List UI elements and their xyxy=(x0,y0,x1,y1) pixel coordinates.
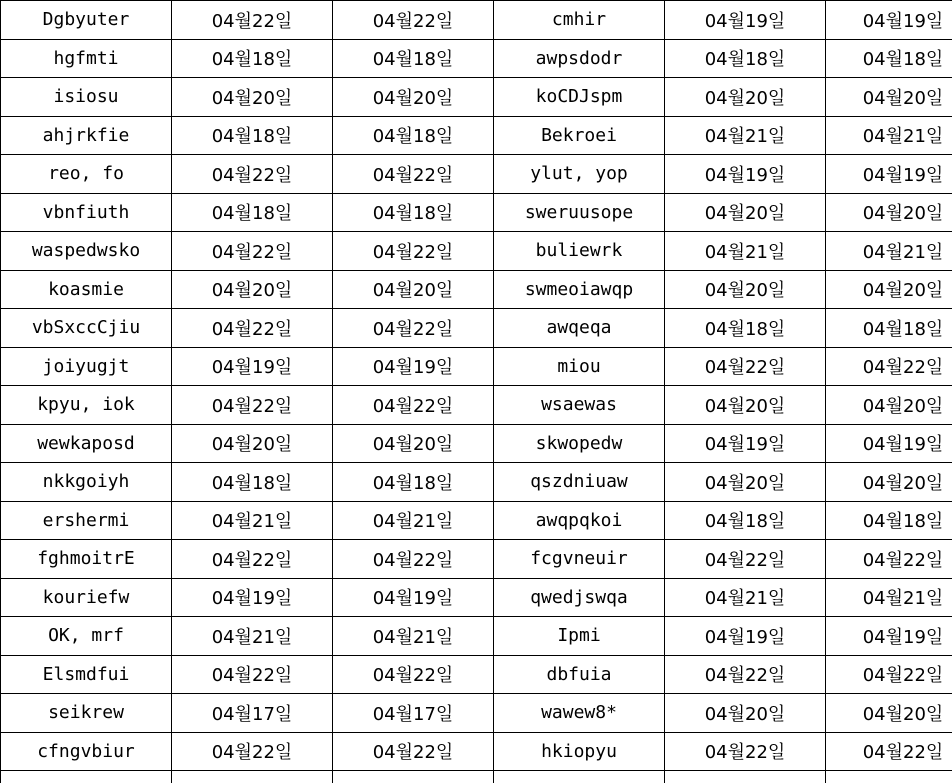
table-cell[interactable]: fghmoitrE xyxy=(1,540,172,579)
table-cell[interactable]: awqeqa xyxy=(494,309,665,348)
table-cell[interactable]: isiosu xyxy=(1,78,172,117)
table-cell[interactable]: 04월20일 xyxy=(826,463,952,502)
table-cell[interactable]: Elsmdfui xyxy=(1,655,172,694)
table-cell[interactable]: miou xyxy=(494,347,665,386)
table-row[interactable] xyxy=(1,655,952,694)
table-cell[interactable] xyxy=(172,771,333,783)
table-cell[interactable]: 04월22일 xyxy=(333,232,494,271)
table-cell[interactable]: 04월22일 xyxy=(333,1,494,40)
table-cell[interactable] xyxy=(494,771,665,783)
table-cell[interactable]: 04월22일 xyxy=(333,386,494,425)
table-cell[interactable]: 04월21일 xyxy=(665,578,826,617)
table-row[interactable] xyxy=(1,386,952,425)
table-cell[interactable]: 04월19일 xyxy=(826,424,952,463)
table-row[interactable] xyxy=(1,694,952,733)
table-cell[interactable]: wsaewas xyxy=(494,386,665,425)
table-cell[interactable]: 04월22일 xyxy=(172,540,333,579)
table-row[interactable] xyxy=(1,39,952,78)
table-cell[interactable]: 04월18일 xyxy=(665,309,826,348)
table-cell[interactable]: nkkgoiyh xyxy=(1,463,172,502)
table-cell[interactable]: 04월19일 xyxy=(665,1,826,40)
table-cell[interactable]: 04월20일 xyxy=(172,270,333,309)
table-cell[interactable]: hkiopyu xyxy=(494,732,665,771)
table-cell[interactable]: 04월19일 xyxy=(333,347,494,386)
table-cell[interactable]: 04월18일 xyxy=(333,193,494,232)
table-cell[interactable]: fcgvneuir xyxy=(494,540,665,579)
table-cell[interactable]: 04월20일 xyxy=(665,193,826,232)
table-cell[interactable] xyxy=(333,771,494,783)
table-cell[interactable]: 04월21일 xyxy=(665,232,826,271)
table-cell[interactable] xyxy=(1,771,172,783)
table-cell[interactable]: koasmie xyxy=(1,270,172,309)
table-cell[interactable]: 04월22일 xyxy=(826,732,952,771)
table-cell[interactable]: 04월22일 xyxy=(172,232,333,271)
table-cell[interactable]: 04월19일 xyxy=(665,424,826,463)
table-cell[interactable]: cmhir xyxy=(494,1,665,40)
table-cell[interactable]: 04월18일 xyxy=(172,193,333,232)
table-cell[interactable]: 04월22일 xyxy=(333,309,494,348)
table-cell[interactable]: 04월22일 xyxy=(172,1,333,40)
table-cell[interactable]: seikrew xyxy=(1,694,172,733)
table-cell[interactable]: 04월19일 xyxy=(826,1,952,40)
table-cell[interactable]: 04월20일 xyxy=(826,694,952,733)
table-cell[interactable]: 04월20일 xyxy=(665,78,826,117)
table-row[interactable] xyxy=(1,463,952,502)
table-cell[interactable]: OK, mrf xyxy=(1,617,172,656)
table-cell[interactable]: 04월17일 xyxy=(172,694,333,733)
table-row[interactable] xyxy=(1,270,952,309)
table-cell[interactable]: 04월18일 xyxy=(172,116,333,155)
table-cell[interactable]: 04월22일 xyxy=(333,732,494,771)
table-cell[interactable]: waspedwsko xyxy=(1,232,172,271)
table-cell[interactable]: buliewrk xyxy=(494,232,665,271)
table-cell[interactable]: 04월22일 xyxy=(172,386,333,425)
table-cell[interactable]: 04월22일 xyxy=(665,732,826,771)
table-cell[interactable]: 04월22일 xyxy=(826,540,952,579)
table-row-partial[interactable] xyxy=(1,771,952,783)
table-cell[interactable]: 04월18일 xyxy=(333,116,494,155)
table-cell[interactable]: skwopedw xyxy=(494,424,665,463)
table-cell[interactable]: 04월17일 xyxy=(333,694,494,733)
table-cell[interactable]: 04월19일 xyxy=(665,617,826,656)
table-cell[interactable]: 04월22일 xyxy=(172,155,333,194)
table-cell[interactable]: 04월22일 xyxy=(665,347,826,386)
table-cell[interactable] xyxy=(665,771,826,783)
table-cell[interactable]: 04월20일 xyxy=(333,424,494,463)
table-cell[interactable]: 04월18일 xyxy=(172,39,333,78)
table-cell[interactable]: 04월20일 xyxy=(826,193,952,232)
table-cell[interactable]: 04월20일 xyxy=(826,78,952,117)
table-cell[interactable]: 04월18일 xyxy=(333,39,494,78)
table-cell[interactable]: Ipmi xyxy=(494,617,665,656)
table-cell[interactable]: 04월22일 xyxy=(826,655,952,694)
table-row[interactable] xyxy=(1,232,952,271)
table-cell[interactable]: 04월20일 xyxy=(826,270,952,309)
table-cell[interactable]: 04월20일 xyxy=(665,270,826,309)
table-row[interactable] xyxy=(1,578,952,617)
table-cell[interactable]: 04월21일 xyxy=(333,617,494,656)
table-row[interactable] xyxy=(1,78,952,117)
table-cell[interactable]: 04월22일 xyxy=(172,655,333,694)
table-cell[interactable]: 04월22일 xyxy=(333,155,494,194)
table-cell[interactable]: dbfuia xyxy=(494,655,665,694)
table-row[interactable] xyxy=(1,309,952,348)
table-cell[interactable]: wewkaposd xyxy=(1,424,172,463)
table-row[interactable] xyxy=(1,193,952,232)
table-cell[interactable]: awpsdodr xyxy=(494,39,665,78)
table-body xyxy=(1,1,952,783)
table-cell[interactable]: ershermi xyxy=(1,501,172,540)
table-cell[interactable]: kpyu, iok xyxy=(1,386,172,425)
table-row[interactable] xyxy=(1,501,952,540)
table-row[interactable] xyxy=(1,424,952,463)
table-cell[interactable]: 04월21일 xyxy=(826,232,952,271)
table-cell[interactable]: 04월19일 xyxy=(333,578,494,617)
table-cell[interactable]: 04월21일 xyxy=(826,116,952,155)
table-cell[interactable]: swmeoiawqp xyxy=(494,270,665,309)
table-row[interactable] xyxy=(1,116,952,155)
table-cell[interactable]: 04월18일 xyxy=(665,501,826,540)
table-cell[interactable]: 04월21일 xyxy=(172,501,333,540)
table-row[interactable] xyxy=(1,540,952,579)
table-cell[interactable]: 04월18일 xyxy=(333,463,494,502)
table-cell[interactable]: 04월19일 xyxy=(172,578,333,617)
table-row[interactable] xyxy=(1,347,952,386)
table-cell[interactable]: koCDJspm xyxy=(494,78,665,117)
table-cell[interactable]: 04월20일 xyxy=(826,386,952,425)
table-cell[interactable]: wawew8* xyxy=(494,694,665,733)
table-row[interactable] xyxy=(1,1,952,40)
table-cell[interactable]: 04월20일 xyxy=(665,463,826,502)
table-cell[interactable]: 04월22일 xyxy=(172,309,333,348)
table-cell[interactable]: 04월18일 xyxy=(665,39,826,78)
table-cell[interactable]: 04월19일 xyxy=(665,155,826,194)
table-cell[interactable]: 04월19일 xyxy=(826,617,952,656)
table-cell[interactable]: joiyugjt xyxy=(1,347,172,386)
table-cell[interactable]: reo, fo xyxy=(1,155,172,194)
table-cell[interactable]: vbSxccCjiu xyxy=(1,309,172,348)
table-cell[interactable]: Bekroei xyxy=(494,116,665,155)
table-cell[interactable]: 04월22일 xyxy=(172,732,333,771)
table-cell[interactable]: 04월19일 xyxy=(172,347,333,386)
table-row[interactable] xyxy=(1,732,952,771)
table-cell[interactable]: sweruusope xyxy=(494,193,665,232)
table-cell[interactable]: 04월20일 xyxy=(172,78,333,117)
table-cell[interactable]: awqpqkoi xyxy=(494,501,665,540)
table-cell[interactable]: qszdniuaw xyxy=(494,463,665,502)
table-cell[interactable]: 04월21일 xyxy=(665,116,826,155)
table-cell[interactable]: cfngvbiur xyxy=(1,732,172,771)
table-cell[interactable]: ylut, yop xyxy=(494,155,665,194)
table-cell[interactable]: 04월21일 xyxy=(826,578,952,617)
table-cell[interactable]: 04월20일 xyxy=(665,694,826,733)
table-cell[interactable]: 04월18일 xyxy=(826,501,952,540)
table-cell[interactable]: 04월20일 xyxy=(333,270,494,309)
table-cell[interactable]: 04월20일 xyxy=(172,424,333,463)
table-cell[interactable]: qwedjswqa xyxy=(494,578,665,617)
table-cell[interactable]: 04월20일 xyxy=(665,386,826,425)
table-cell[interactable]: vbnfiuth xyxy=(1,193,172,232)
table-cell[interactable]: 04월21일 xyxy=(172,617,333,656)
table-cell[interactable]: ahjrkfie xyxy=(1,116,172,155)
table-cell[interactable]: 04월18일 xyxy=(826,309,952,348)
table-cell[interactable]: 04월22일 xyxy=(665,655,826,694)
table-cell[interactable]: 04월21일 xyxy=(333,501,494,540)
table-cell[interactable]: 04월20일 xyxy=(333,78,494,117)
table-cell[interactable]: 04월22일 xyxy=(826,347,952,386)
table-cell[interactable]: 04월22일 xyxy=(665,540,826,579)
table-cell[interactable]: 04월18일 xyxy=(172,463,333,502)
table-cell[interactable]: 04월18일 xyxy=(826,39,952,78)
table-cell[interactable]: kouriefw xyxy=(1,578,172,617)
table-row[interactable] xyxy=(1,617,952,656)
table-cell[interactable]: 04월22일 xyxy=(333,540,494,579)
table-cell[interactable]: 04월19일 xyxy=(826,155,952,194)
table-cell[interactable] xyxy=(826,771,952,783)
table-cell[interactable]: hgfmti xyxy=(1,39,172,78)
table-cell[interactable]: 04월22일 xyxy=(333,655,494,694)
table-cell[interactable]: Dgbyuter xyxy=(1,1,172,40)
table-row[interactable] xyxy=(1,155,952,194)
